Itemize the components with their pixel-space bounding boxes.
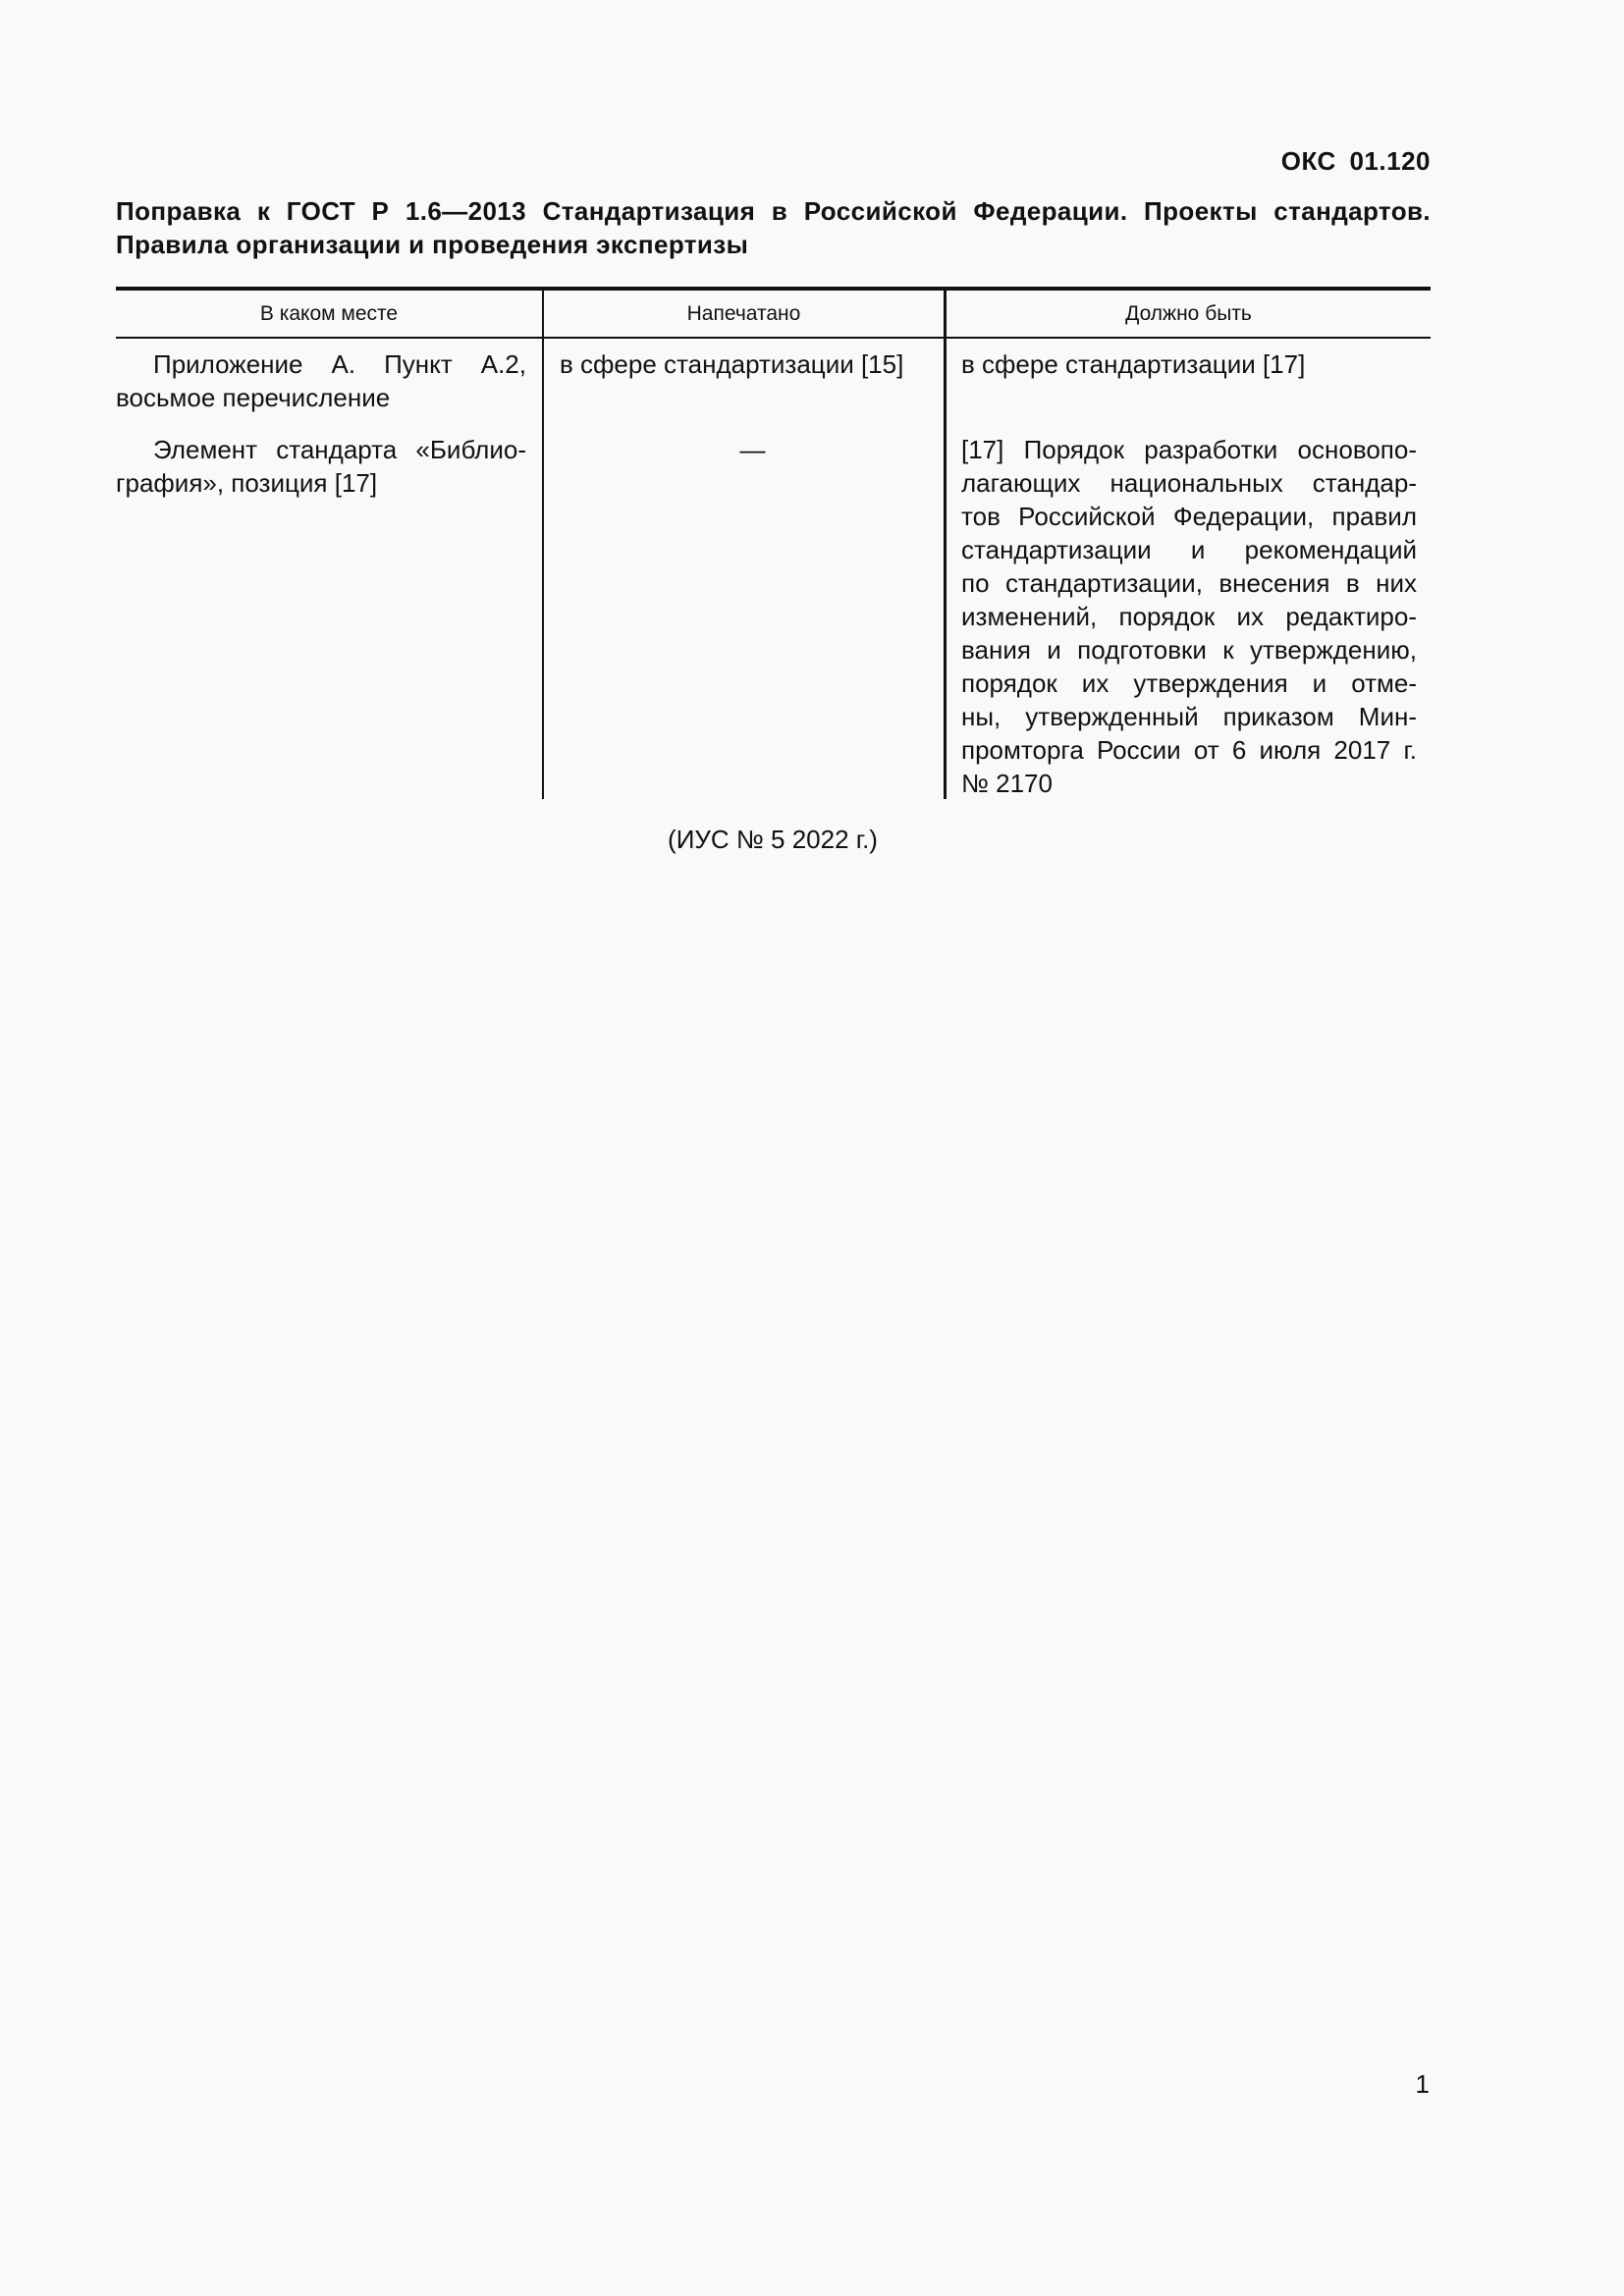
table-cell-printed-2: — xyxy=(739,435,766,464)
title-line-1: Поправка к ГОСТ Р 1.6—2013 Стандартизация в Российской Федерации. Проекты стандартов. xyxy=(116,196,1431,226)
page-number: 1 xyxy=(1415,2069,1430,2099)
column-header-should-be: Должно быть xyxy=(944,291,1431,337)
reference-line: № 2170 xyxy=(961,769,1053,798)
reference-line: лагающих национальных стандар- xyxy=(961,468,1417,498)
table-cell-where-2: Элемент стандарта «Библио-графия», позиция [17] xyxy=(116,435,526,498)
column-should-be xyxy=(944,339,1431,799)
table-body xyxy=(116,339,1431,799)
column-header-where: В каком месте xyxy=(259,301,399,325)
column-where xyxy=(116,339,542,799)
reference-line: промторга России от 6 июля 2017 г. xyxy=(961,735,1417,765)
reference-line: тов Российской Федерации, правил xyxy=(961,502,1417,531)
table-header xyxy=(116,291,1431,339)
reference-line: по стандартизации, внесения в них xyxy=(961,568,1417,598)
title-line-2: Правила организации и проведения экспертизы xyxy=(116,230,749,259)
amendment-table xyxy=(116,287,1431,799)
reference-line: стандартизации и рекомендаций xyxy=(961,535,1417,564)
document-title xyxy=(116,194,1431,261)
table-cell-should-be-1: в сфере стандартизации [17] xyxy=(961,349,1306,379)
column-printed xyxy=(542,339,944,799)
reference-line: изменений, порядок их редактиро- xyxy=(961,602,1417,631)
table-cell-where-1: Приложение А. Пункт А.2, восьмое перечисление xyxy=(116,349,526,412)
table-cell-printed-1: в сфере стандартизации [15] xyxy=(560,349,904,379)
reference-line: порядок их утверждения и отме- xyxy=(961,668,1417,698)
reference-line: [17] Порядок разработки основопо- xyxy=(961,435,1417,464)
table-cell-should-be-2 xyxy=(961,433,1417,800)
reference-line: ны, утвержденный приказом Мин- xyxy=(961,702,1417,731)
ius-reference: (ИУС № 5 2022 г.) xyxy=(668,825,878,854)
reference-line: вания и подготовки к утверждению, xyxy=(961,635,1417,665)
column-header-printed: Напечатано xyxy=(542,291,944,337)
oks-code: ОКС 01.120 xyxy=(1280,146,1431,176)
